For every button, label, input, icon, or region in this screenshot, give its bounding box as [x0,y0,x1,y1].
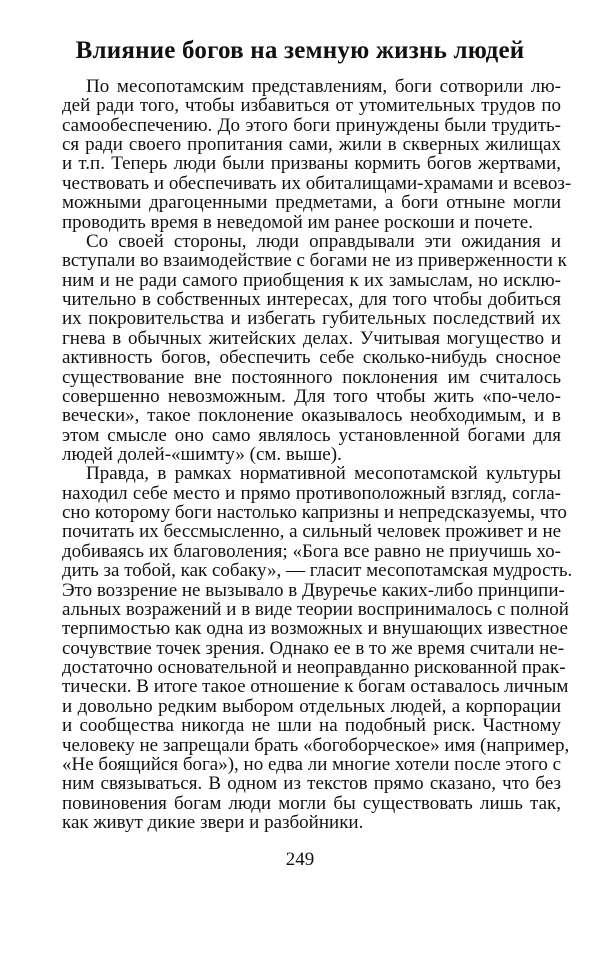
page-number: 249 [285,849,315,870]
text-line: и т.п. Теперь люди были призваны кормить богов жертвами, [62,153,561,174]
text-line: и довольно редким выбором отдельных людей, а корпорации [62,696,561,717]
text-line: повиновения богам люди могли бы существовать лишь так, [62,793,561,814]
text-line: проводить время в неведомой им ранее роскоши и почете. [62,212,533,233]
text-line: ся ради своего пропитания сами, жили в скверных жилищах [62,134,561,155]
text-line: находил себе место и прямо противоположный взгляд, согла- [62,483,561,504]
text-line: почитать их бессмысленно, а сильный человек проживет и не [62,521,562,542]
text-line: Это воззрение не вызывало в Двуречье каких-либо принципи- [62,580,565,601]
text-line: терпимостью как одна из возможных и внушающих известное [62,618,568,639]
text-line: вечески», такое поклонение оказывалось необходимым, и в [62,405,561,426]
text-line: человеку не запрещали брать «богоборческое» имя (например, [62,735,570,756]
text-line: людей долей-«шимту» (см. выше). [62,444,342,465]
text-line: ним связываться. В одном из текстов прямо сказано, что без [62,773,561,794]
text-line: существование вне постоянного поклонения им считалось [62,367,561,388]
text-line: дей ради того, чтобы избавиться от утомительных трудов по [62,95,561,116]
text-line: гнева в обычных житейских делах. Учитывая могущество и [62,328,561,349]
text-line: и сообщества никогда не шли на подобный риск. Частному [62,715,561,736]
text-line: вступали во взаимодействие с богами не из приверженности к [62,250,567,271]
text-line: По месопотамским представлениям, боги сотворили лю- [86,76,561,97]
text-line: ним и не ради самого приобщения к их замыслам, но исклю- [62,270,561,291]
chapter-title: Влияние богов на земную жизнь людей [75,37,525,64]
text-line: сно которому боги настолько капризны и непредсказуемы, что [62,502,567,523]
text-line: тически. В итоге такое отношение к богам оставалось личным [62,676,569,697]
text-line: добиваясь их благоволения; «Бога все равно не приучишь хо- [62,541,561,562]
text-line: дить за тобой, как собаку», — гласит месопотамская мудрость. [62,560,573,581]
text-line: этом смысле оно само являлось установленной богами для [62,425,561,446]
text-line: достаточно основательной и неоправданно рискованной прак- [62,657,566,678]
text-line: их покровительства и избегать губительных последствий их [62,308,561,329]
text-line: сочувствие точек зрения. Однако ее в то же время считали не- [62,638,565,659]
text-line: Правда, в рамках нормативной месопотамской культуры [86,463,561,484]
text-line: как живут дикие звери и разбойники. [62,812,364,833]
text-line: чествовать и обеспечивать их обиталищами-храмами и всевоз- [62,173,572,194]
text-line: совершенно невозможным. Для того чтобы жить «по-чело- [62,386,561,407]
text-line: чительно в собственных интересах, для того чтобы добиться [62,289,561,310]
text-line: самообеспечению. До этого боги принуждены были трудить- [62,115,561,136]
text-line: альных возражений и в виде теории воспринималось с полной [62,599,569,620]
text-line: Со своей стороны, люди оправдывали эти ожидания и [86,231,561,252]
text-line: активность богов, обеспечить себе сколько-нибудь сносное [62,347,561,368]
text-line: можными драгоценными предметами, а боги отныне могли [62,192,561,213]
text-line: «Не боящийся бога»), но едва ли многие хотели после этого с [62,754,562,775]
